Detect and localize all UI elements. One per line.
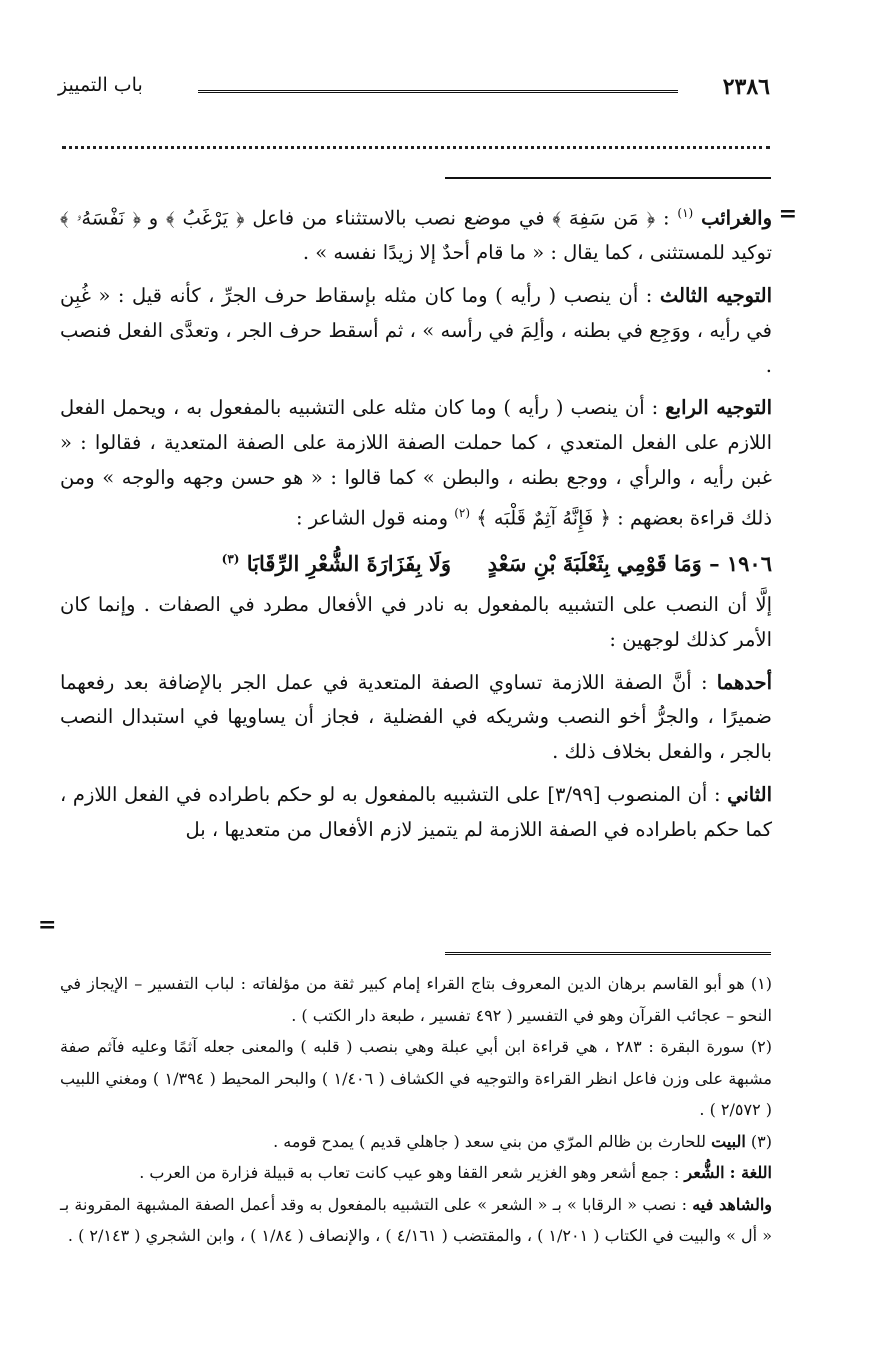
page-header — [58, 76, 770, 106]
footnote-ref: (٢) — [454, 505, 471, 520]
chapter-title: باب التمييز — [58, 74, 143, 96]
header-rule — [198, 90, 678, 95]
paragraph-tawjih-3 — [60, 279, 772, 383]
footnote-label: اللغة : — [729, 1163, 772, 1182]
paragraph-ahaduhuma — [60, 666, 772, 770]
verse-hemistich-2: وَلَا بِفَزَارَةَ الشُّعْرِ الرِّقَابَا — [246, 551, 452, 577]
paragraph-label: الثاني — [727, 782, 772, 806]
paragraph-label: والغرائب — [701, 206, 773, 230]
footnote-number: (٣) — [750, 1131, 772, 1151]
paragraph-nasb: إلَّا أن النصب على التشبيه بالمفعول به نادر في الأفعال مطرد في الصفات . وإنما كان الأمر كذلك لوجهين : — [60, 592, 772, 651]
paragraph-tail: ومنه قول الشاعر : — [295, 506, 449, 530]
footnote-word: الشُّعر — [684, 1163, 725, 1182]
paragraph-label: التوجيه الثالث — [659, 284, 772, 308]
footnote-rule — [445, 952, 771, 957]
paragraph-text: : أنَّ الصفة اللازمة تساوي الصفة المتعدية في عمل الجر بالإضافة بعد رفعهما ضميرًا ، والجرُّ أخو النصب وشريكه في الفضلية ، فجاز أن يساويها في استبدال النصب بالجر ، والفعل بخلاف ذلك . — [60, 670, 772, 764]
footnote-ref: (١) — [677, 206, 694, 220]
footnote-3-lugha — [60, 1157, 772, 1189]
continuation-mark-bottom: = — [38, 912, 57, 938]
main-text — [60, 196, 772, 854]
paragraph-thani — [60, 778, 772, 848]
paragraph-text: : أن ينصب ( رأيه ) وما كان مثله على التشبيه بالمفعول به ، ويحمل الفعل اللازم على الفعل المتعدي ، كما حملت الصفة اللازمة على الصفة المتعدية ، فقالوا : « غبن رأيه ، والرأي ، ووجع بطنه ، والبطن » كما قالوا : « هو حسن وجهه والوجه » ومن ذلك قراءة بعضهم : ﴿ فَإِنَّهُ آثِمٌ قَلْبَه ﴾ — [60, 396, 772, 530]
paragraph-text: : ﴿ مَن سَفِهَ ﴾ في موضع نصب بالاستثناء من فاعل ﴿ يَرْغَبُ ﴾ و ﴿ نَفْسَهُۥ ﴾ توكيد للمستثنى ، كما يقال : « ما قام أحدٌ إلا زيدًا نفسه » . — [60, 206, 772, 265]
paragraph-label: التوجيه الرابع — [665, 396, 772, 420]
footnote-label: البيت — [711, 1131, 746, 1151]
footnote-3-shahid — [60, 1189, 772, 1252]
paragraph-label: أحدهما — [716, 670, 772, 694]
footnotes — [60, 968, 772, 1252]
paragraph-text: : أن المنصوب [٣/٩٩] على التشبيه بالمفعول به لو حكم باطراده في الفعل اللازم ، كما حكم باطراده في الصفة اللازمة لم يتميز لازم الأفعال من متعديها ، بل — [60, 782, 772, 841]
page-number: ٢٣٨٦ — [722, 74, 770, 100]
verse-hemistich-1: وَمَا قَوْمِي بِثَعْلَبَةَ بْنِ سَعْدٍ — [487, 551, 702, 577]
footnote-text: للحارث بن ظالم المرّي من بني سعد ( جاهلي قديم ) يمدح قومه . — [273, 1131, 707, 1151]
paragraph-gharaib — [60, 196, 772, 271]
continuation-mark-top: = — [778, 201, 797, 227]
poetry-verse — [60, 542, 772, 582]
footnote-label: والشاهد فيه — [692, 1194, 773, 1214]
paragraph-tawjih-4 — [60, 391, 772, 536]
paragraph-text: : أن ينصب ( رأيه ) وما كان مثله بإسقاط حرف الجرِّ ، كأنه قيل : « غُبِن في رأيه ، ووَجِع في بطنه ، وألِمَ في رأسه » ، ثم أسقط حرف الجر ، وتعدَّى الفعل فنصب . — [60, 284, 772, 377]
footnote-2: (٢) سورة البقرة : ٢٨٣ ، هي قراءة ابن أبي عبلة وهي بنصب ( قلبه ) والمعنى جعله آثمًا وعليه فآثم صفة مشبهة على وزن فاعل انظر القراءة والتوجيه في الكشاف ( ١/٤٠٦ ) والبحر المحيط ( ١/٣٩٤ ) ومغني اللبيب ( ٢/٥٧٢ ) . — [60, 1037, 772, 1119]
footnote-3 — [60, 1126, 772, 1158]
footnote-text: : نصب « الرقابا » بـ « الشعر » على التشبيه بالمفعول به وقد أعمل الصفة المشبهة المقرونة بـ « أل » والبيت في الكتاب ( ١/٢٠١ ) ، والمقتضب ( ٤/١٦١ ) ، والإنصاف ( ١/٨٤ ) ، وابن الشجري ( ٢/١٤٣ ) . — [60, 1194, 772, 1245]
dotted-separator — [62, 146, 770, 153]
verse-number: ١٩٠٦ – — [709, 551, 772, 577]
footnote-ref: (٣) — [221, 552, 240, 567]
footnote-text: : جمع أشعر وهو الغزير شعر القفا وهو عيب كانت تعاب به قبيلة فزارة من العرب . — [139, 1163, 680, 1182]
section-rule — [445, 177, 771, 179]
footnote-1: (١) هو أبو القاسم برهان الدين المعروف بتاج القراء إمام كبير ثقة من مؤلفاته : لباب التفسير – الإيجاز في النحو – عجائب القرآن وهو في التفسير ( ٤٩٢ تفسير ، طبعة دار الكتب ) . — [60, 974, 772, 1025]
